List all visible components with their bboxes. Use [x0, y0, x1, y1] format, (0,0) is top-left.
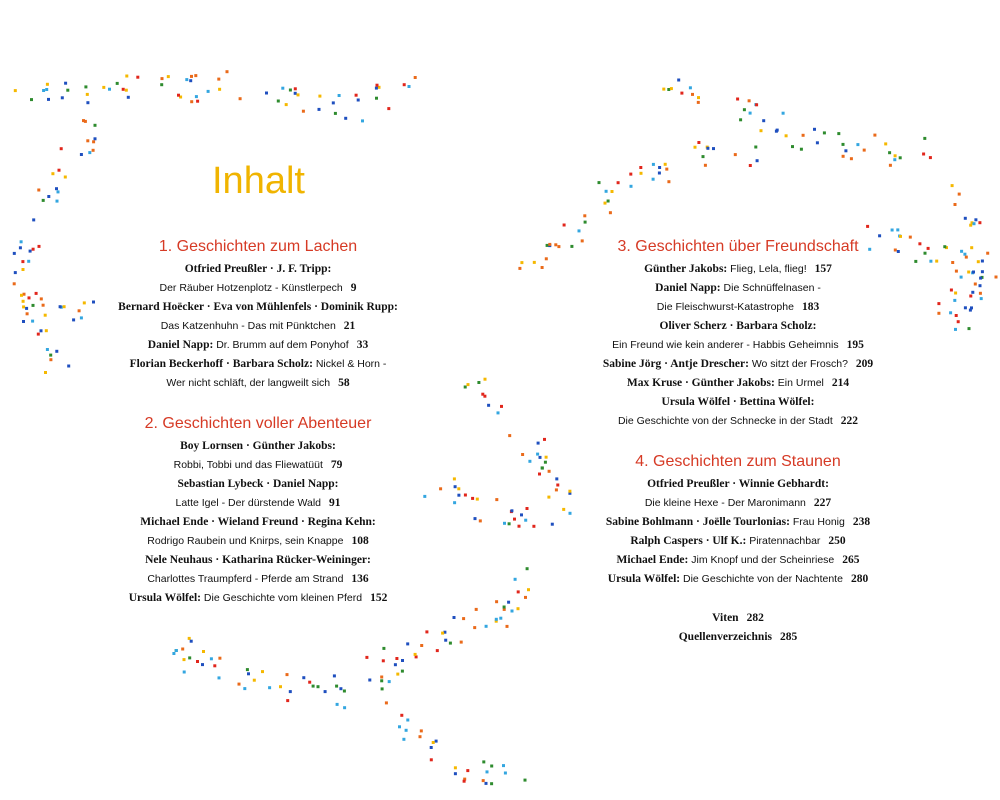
entry-list — [100, 437, 416, 608]
toc-entry-line — [600, 393, 876, 412]
entry-authors: Sabine Jörg · Antje Drescher: — [602, 358, 749, 370]
page-number: 152 — [370, 592, 388, 604]
toc-entry-line — [600, 260, 876, 279]
entry-authors: Bernard Hoëcker · Eva von Mühlenfels · Dominik Rupp: — [118, 301, 398, 313]
section-heading: 4. Geschichten zum Staunen — [635, 453, 841, 470]
extras-list — [600, 609, 876, 647]
toc-entry-line — [600, 494, 876, 513]
entry-list — [100, 260, 416, 393]
entry-title: Robbi, Tobbi und das Fliewatüüt — [173, 459, 323, 471]
extra-label: Quellenverzeichnis — [678, 631, 772, 643]
entry-authors: Sabine Bohlmann · Joëlle Tourlonias: — [605, 516, 790, 528]
entry-title: Das Katzenhuhn - Das mit Pünktchen — [160, 320, 336, 332]
entry-authors: Günther Jakobs: — [644, 263, 728, 275]
entry-title: Die kleine Hexe - Der Maronimann — [644, 497, 806, 509]
toc-entry-line — [600, 513, 876, 532]
section-freundschaft — [600, 234, 876, 431]
page-number: 108 — [351, 535, 369, 547]
entry-title: Charlottes Traumpferd - Pferde am Strand — [147, 573, 344, 585]
toc-entry-line — [100, 456, 416, 475]
entry-title: Dr. Brumm auf dem Ponyhof — [213, 339, 349, 351]
toc-extra-line — [600, 628, 876, 647]
section-lachen — [100, 234, 416, 393]
toc-entry-line — [600, 570, 876, 589]
toc-entry-line — [100, 551, 416, 570]
page-number: 250 — [828, 535, 846, 547]
toc-entry-line — [100, 336, 416, 355]
entry-authors: Florian Beckerhoff · Barbara Scholz: — [129, 358, 313, 370]
page-number: 209 — [855, 358, 874, 370]
entry-title: Flieg, Lela, flieg! — [727, 263, 807, 275]
toc-right-column — [600, 234, 876, 647]
section-abenteuer — [100, 411, 416, 608]
entry-authors: Ralph Caspers · Ulf K.: — [630, 535, 747, 547]
entry-title: Die Schnüffelnasen - — [720, 282, 821, 294]
toc-entry-line — [100, 374, 416, 393]
toc-entry-line — [100, 437, 416, 456]
toc-entry-line — [600, 355, 876, 374]
page-number: 285 — [780, 631, 798, 643]
entry-title: Ein Urmel — [774, 377, 824, 389]
toc-entry-line — [100, 532, 416, 551]
toc-entry-line — [100, 570, 416, 589]
entry-title: Frau Honig — [789, 516, 845, 528]
entry-title: Jim Knopf und der Scheinriese — [688, 554, 835, 566]
entry-title: Rodrigo Raubein und Knirps, sein Knappe — [147, 535, 344, 547]
page-number: 195 — [846, 339, 864, 351]
toc-entry-line — [100, 475, 416, 494]
page-title: Inhalt — [212, 160, 305, 202]
entry-title: Der Räuber Hotzenplotz - Künstlerpech — [159, 282, 343, 294]
page-number: 136 — [351, 573, 369, 585]
toc-entry-line — [600, 551, 876, 570]
section-heading: 3. Geschichten über Freundschaft — [617, 238, 859, 255]
entry-title: Die Geschichte von der Schnecke in der Stadt — [617, 415, 833, 427]
entry-authors: Michael Ende · Wieland Freund · Regina Kehn: — [140, 516, 376, 528]
toc-entry-line — [100, 494, 416, 513]
entry-title: Die Geschichte von der Nachtente — [680, 573, 843, 585]
entry-authors: Nele Neuhaus · Katharina Rücker-Weininger: — [145, 554, 371, 566]
toc-entry-line — [100, 279, 416, 298]
page-number: 183 — [801, 301, 820, 313]
entry-authors: Daniel Napp: — [147, 339, 214, 351]
page-number: 222 — [840, 415, 859, 427]
toc-entry-line — [600, 317, 876, 336]
page-number: 214 — [831, 377, 850, 389]
section-heading: 1. Geschichten zum Lachen — [158, 238, 358, 255]
entry-title: Wer nicht schläft, der langweilt sich — [166, 377, 331, 389]
page-number: 79 — [330, 459, 343, 471]
toc-entry-line — [100, 298, 416, 317]
toc-entry-line — [100, 513, 416, 532]
entry-authors: Sebastian Lybeck · Daniel Napp: — [177, 478, 339, 490]
entry-authors: Oliver Scherz · Barbara Scholz: — [659, 320, 817, 332]
entry-list — [600, 475, 876, 589]
toc-entry-line — [100, 260, 416, 279]
entry-authors: Ursula Wölfel: — [607, 573, 681, 585]
page-number: 91 — [329, 497, 341, 509]
entry-title: Nickel & Horn - — [312, 358, 387, 370]
entry-title: Latte Igel - Der dürstende Wald — [175, 497, 322, 509]
page-number: 282 — [746, 612, 764, 624]
page-number: 58 — [338, 377, 350, 389]
entry-list — [600, 260, 876, 431]
toc-entry-line — [100, 355, 416, 374]
entry-authors: Ursula Wölfel · Bettina Wölfel: — [661, 396, 815, 408]
right-page — [500, 0, 1000, 800]
section-heading: 2. Geschichten voller Abenteuer — [144, 415, 372, 432]
entry-title: Ein Freund wie kein anderer - Habbis Geheimnis — [612, 339, 839, 351]
toc-entry-line — [600, 412, 876, 431]
entry-title: Die Geschichte vom kleinen Pferd — [200, 592, 363, 604]
toc-entry-line — [600, 336, 876, 355]
entry-authors: Michael Ende: — [616, 554, 689, 566]
page-number: 280 — [850, 573, 869, 585]
entry-authors: Max Kruse · Günther Jakobs: — [626, 377, 775, 389]
toc-extra-line — [600, 609, 876, 628]
page-number: 265 — [842, 554, 860, 566]
page-number: 9 — [350, 282, 357, 294]
toc-left-column — [100, 234, 416, 608]
entry-title: Wo sitzt der Frosch? — [748, 358, 848, 370]
toc-entry-line — [600, 298, 876, 317]
entry-authors: Boy Lornsen · Günther Jakobs: — [180, 440, 336, 452]
toc-entry-line — [100, 317, 416, 336]
entry-title: Die Fleischwurst-Katastrophe — [656, 301, 794, 313]
entry-authors: Otfried Preußler · Winnie Gebhardt: — [647, 478, 829, 490]
extra-label: Viten — [712, 612, 739, 624]
entry-authors: Daniel Napp: — [655, 282, 721, 294]
page-number: 227 — [813, 497, 832, 509]
toc-entry-line — [600, 532, 876, 551]
toc-entry-line — [100, 589, 416, 608]
section-staunen — [600, 449, 876, 589]
entry-authors: Otfried Preußler · J. F. Tripp: — [184, 263, 332, 275]
entry-title: Piratennachbar — [746, 535, 821, 547]
toc-entry-line — [600, 279, 876, 298]
toc-entry-line — [600, 475, 876, 494]
page-number: 33 — [356, 339, 369, 351]
page-number: 21 — [343, 320, 356, 332]
toc-entry-line — [600, 374, 876, 393]
entry-authors: Ursula Wölfel: — [128, 592, 201, 604]
page-number: 157 — [814, 263, 832, 275]
page-number: 238 — [852, 516, 871, 528]
